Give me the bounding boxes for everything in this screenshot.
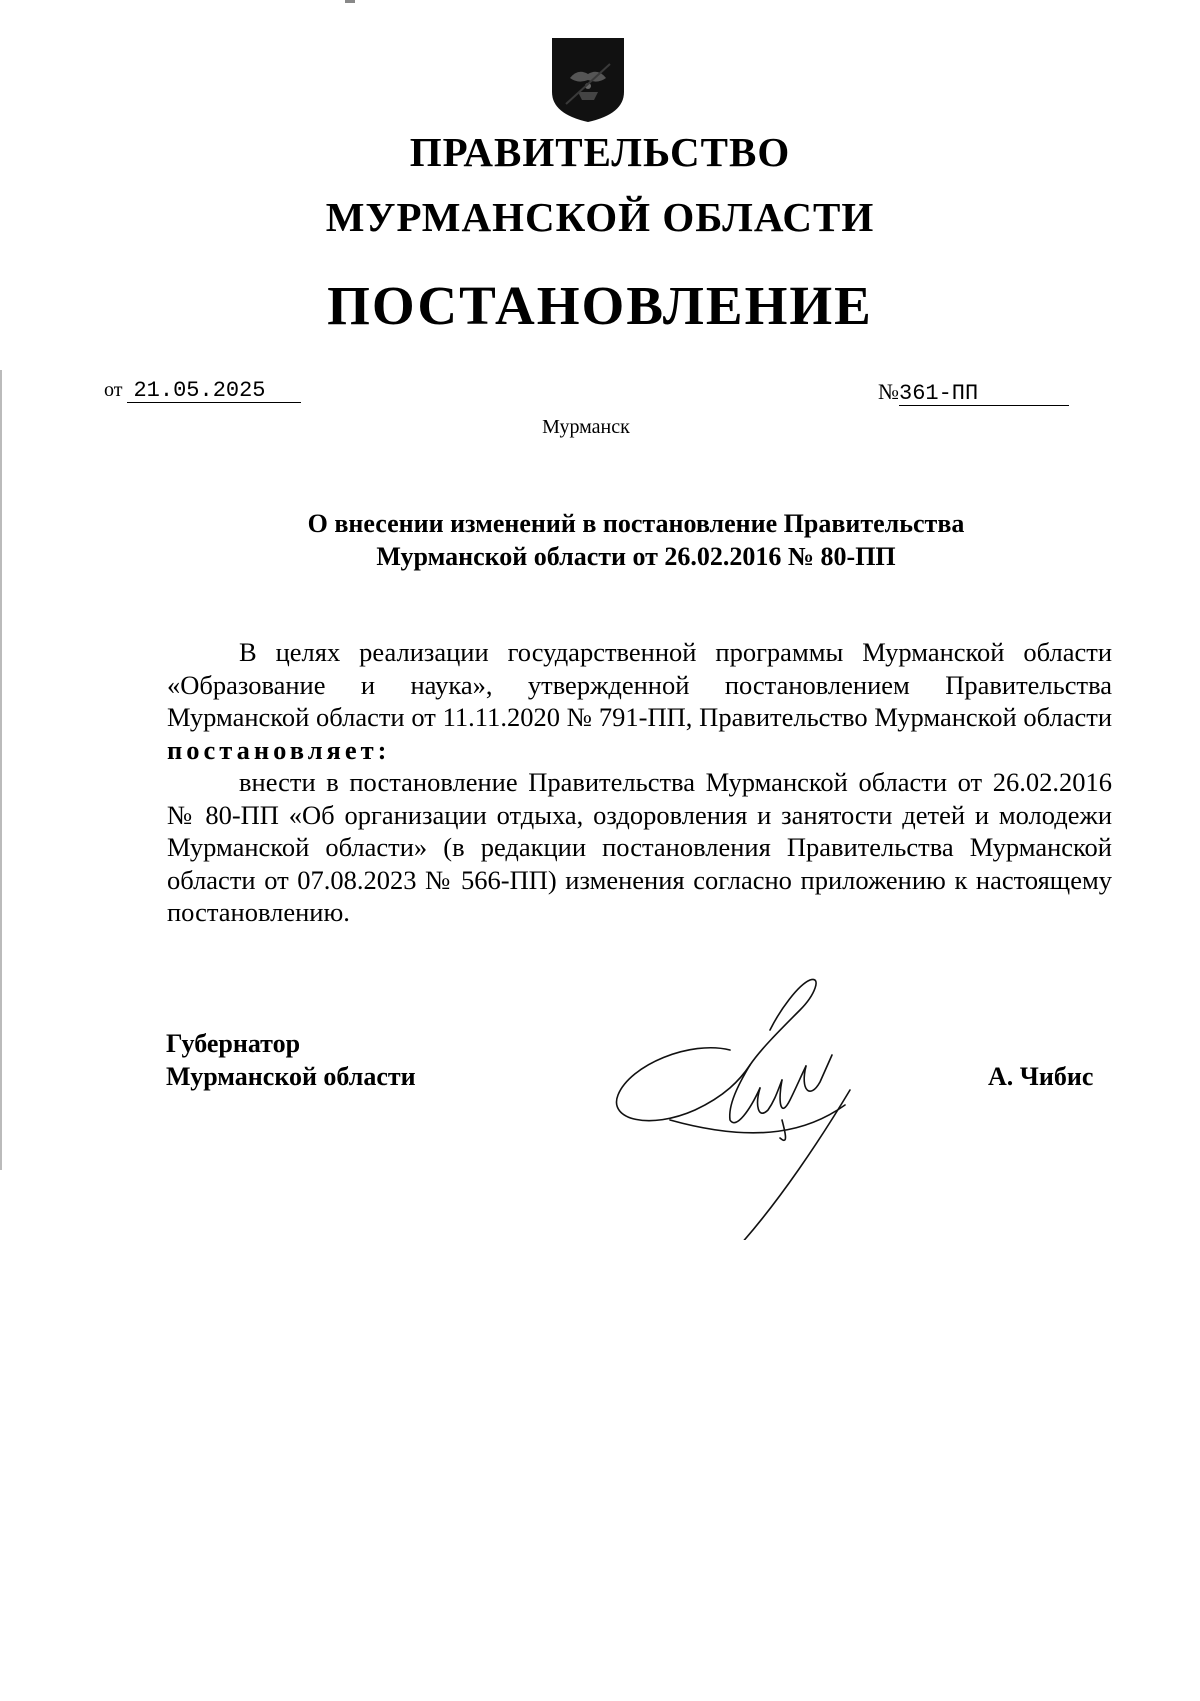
- date-value: 21.05.2025: [127, 380, 301, 403]
- date-prefix: от: [104, 379, 123, 401]
- scan-artifact: [345, 0, 355, 3]
- document-date: [104, 379, 301, 403]
- resolution-verb: постановляет:: [167, 734, 391, 765]
- number-prefix: №: [878, 379, 899, 404]
- organization-line-2: МУРМАНСКОЙ ОБЛАСТИ: [325, 194, 875, 240]
- signatory-name: А. Чибис: [988, 1062, 1094, 1091]
- handwritten-signature: [610, 970, 870, 1240]
- decree-subject: [0, 507, 1200, 573]
- preamble-text: В целях реализации государственной программы Мурманской области «Образование и наука», утвержденной постановлением Правительства Мурманской области от 11.11.2020 № 791-ПП, Правительство Мурманской области: [167, 637, 1112, 732]
- subject-line-1: О внесении изменений в постановление Правительства: [307, 509, 965, 538]
- signatory-title-line-2: Мурманской области: [166, 1062, 416, 1091]
- coat-of-arms-icon: [548, 34, 628, 124]
- preamble-paragraph: [167, 636, 1112, 766]
- decree-body: [167, 636, 1112, 929]
- signatory-title-line-1: Губернатор: [166, 1029, 301, 1058]
- scan-edge: [0, 370, 2, 1170]
- city-label: Мурманск: [542, 416, 630, 438]
- resolution-paragraph: внести в постановление Правительства Мурманской области от 26.02.2016 № 80-ПП «Об организации отдыха, оздоровления и занятости детей и молодежи Мурманской области» (в редакции постановления Правительства Мурманской области от 07.08.2023 № 566-ПП) изменения согласно приложению к настоящему постановлению.: [167, 767, 1112, 927]
- number-value: 361-ПП: [899, 383, 1069, 406]
- signatory-title: [166, 1027, 416, 1093]
- document-number: [878, 379, 1069, 406]
- document-type-title: ПОСТАНОВЛЕНИЕ: [327, 275, 873, 336]
- organization-line-1: ПРАВИТЕЛЬСТВО: [409, 129, 791, 175]
- subject-line-2: Мурманской области от 26.02.2016 № 80-ПП: [376, 542, 896, 571]
